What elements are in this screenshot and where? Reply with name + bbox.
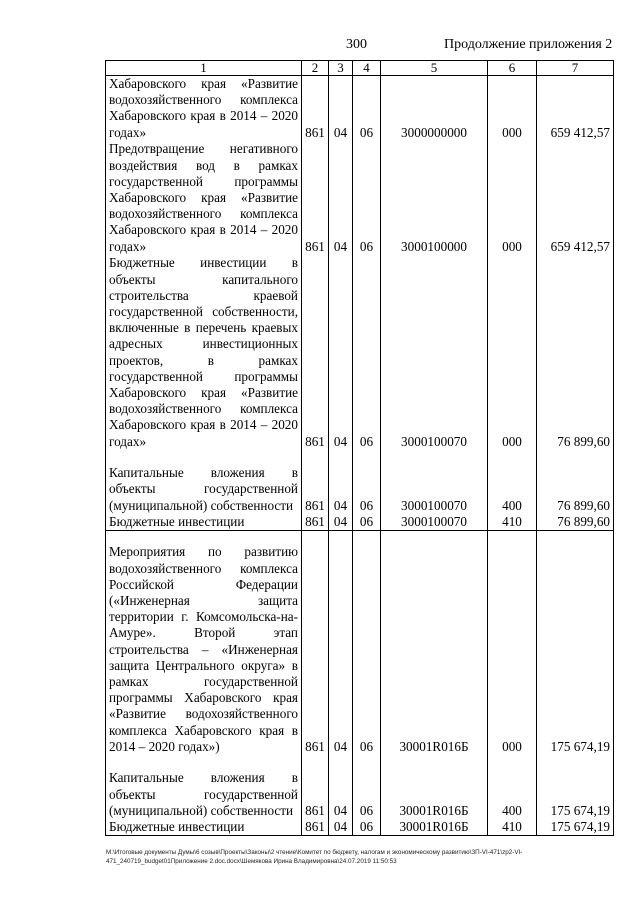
row-name: Бюджетные инвестиции [106,819,302,836]
cell-subsection: 06 [353,531,381,756]
cell-subsection: 06 [353,141,381,255]
cell-ministry: 861 [302,531,329,756]
row-name: Бюджетные инвестиции в объекты капитального строительства краевой государственной собственности, включенные в перечень краевых адресных инвестиционных проектов, в рамках государственной программы Хабаровского края «Развитие водохозяйственного комплекса Хабаровского края в 2014 – 2020 годах» [106,255,302,450]
cell-target-article: 3000100070 [381,450,488,514]
row-name: Мероприятия по развитию водохозяйственного комплекса Российской Федерации («Инженерная защита территории г. Комсомольска-на-Амуре». Второй этап строительства – «Инженерная защита Центрального округа» в рамках государственной программы Хабаровского края «Развитие водохозяйственного комплекса Хабаровского края в 2014 – 2020 годах») [106,531,302,756]
table-row [106,819,614,836]
cell-ministry: 861 [302,255,329,450]
cell-ministry: 861 [302,141,329,255]
row-name: Предотвращение негативного воздействия вод в рамках государственной программы Хабаровского края «Развитие водохозяйственного комплекса Хабаровского края в 2014 – 2020 годах» [106,141,302,255]
cell-amount: 76 899,60 [537,450,614,514]
cell-ministry: 861 [302,819,329,836]
cell-expense-type: 410 [488,514,537,531]
file-path-footer: M:\Итоговые документы Думы\6 созыв\Проекты\Законы\2 чтение\Комитет по бюджету, налогам и экономическому развитию\ЗП-VI-471\zp2-VI-471_240719_budget01Приложение 2.doc.docx\Шемякова Ирина Владимировна\24.07.2019 11:50:53 [106,849,523,865]
cell-section: 04 [329,141,353,255]
table-row [106,76,614,141]
budget-table [105,60,614,836]
cell-subsection: 06 [353,255,381,450]
column-header: 4 [353,61,381,76]
cell-subsection: 06 [353,819,381,836]
cell-amount: 175 674,19 [537,531,614,756]
cell-section: 04 [329,255,353,450]
cell-section: 04 [329,819,353,836]
cell-ministry: 861 [302,450,329,514]
column-header: 3 [329,61,353,76]
cell-amount: 76 899,60 [537,514,614,531]
cell-target-article: 30001R016Б [381,531,488,756]
row-name: Капитальные вложения в объекты государственной (муниципальной) собственности [106,450,302,514]
column-header: 1 [106,61,302,76]
cell-target-article: 30001R016Б [381,819,488,836]
cell-section: 04 [329,450,353,514]
cell-target-article: 30001R016Б [381,755,488,819]
cell-target-article: 3000100000 [381,141,488,255]
row-name: Капитальные вложения в объекты государственной (муниципальной) собственности [106,755,302,819]
cell-subsection: 06 [353,514,381,531]
page-number: 300 [346,37,367,52]
cell-amount: 659 412,57 [537,76,614,141]
column-header: 6 [488,61,537,76]
cell-ministry: 861 [302,76,329,141]
table-row [106,141,614,255]
cell-expense-type: 000 [488,531,537,756]
cell-expense-type: 000 [488,255,537,450]
table-row [106,255,614,450]
cell-amount: 659 412,57 [537,141,614,255]
cell-subsection: 06 [353,76,381,141]
cell-target-article: 3000100070 [381,514,488,531]
cell-target-article: 3000100070 [381,255,488,450]
cell-amount: 76 899,60 [537,255,614,450]
cell-ministry: 861 [302,755,329,819]
row-name: Бюджетные инвестиции [106,514,302,531]
row-name: Хабаровского края «Развитие водохозяйственного комплекса Хабаровского края в 2014 – 2020 годах» [106,76,302,141]
cell-amount: 175 674,19 [537,819,614,836]
cell-target-article: 3000000000 [381,76,488,141]
cell-expense-type: 000 [488,141,537,255]
cell-amount: 175 674,19 [537,755,614,819]
table-row [106,755,614,819]
cell-expense-type: 410 [488,819,537,836]
table-row [106,531,614,756]
table-row [106,514,614,531]
cell-subsection: 06 [353,450,381,514]
cell-ministry: 861 [302,514,329,531]
column-header: 2 [302,61,329,76]
column-header: 7 [537,61,614,76]
cell-expense-type: 400 [488,450,537,514]
cell-section: 04 [329,514,353,531]
cell-section: 04 [329,755,353,819]
table-header-row [106,61,614,76]
continuation-note: Продолжение приложения 2 [444,37,613,52]
cell-expense-type: 000 [488,76,537,141]
cell-section: 04 [329,531,353,756]
cell-expense-type: 400 [488,755,537,819]
cell-section: 04 [329,76,353,141]
cell-subsection: 06 [353,755,381,819]
table-row [106,450,614,514]
column-header: 5 [381,61,488,76]
